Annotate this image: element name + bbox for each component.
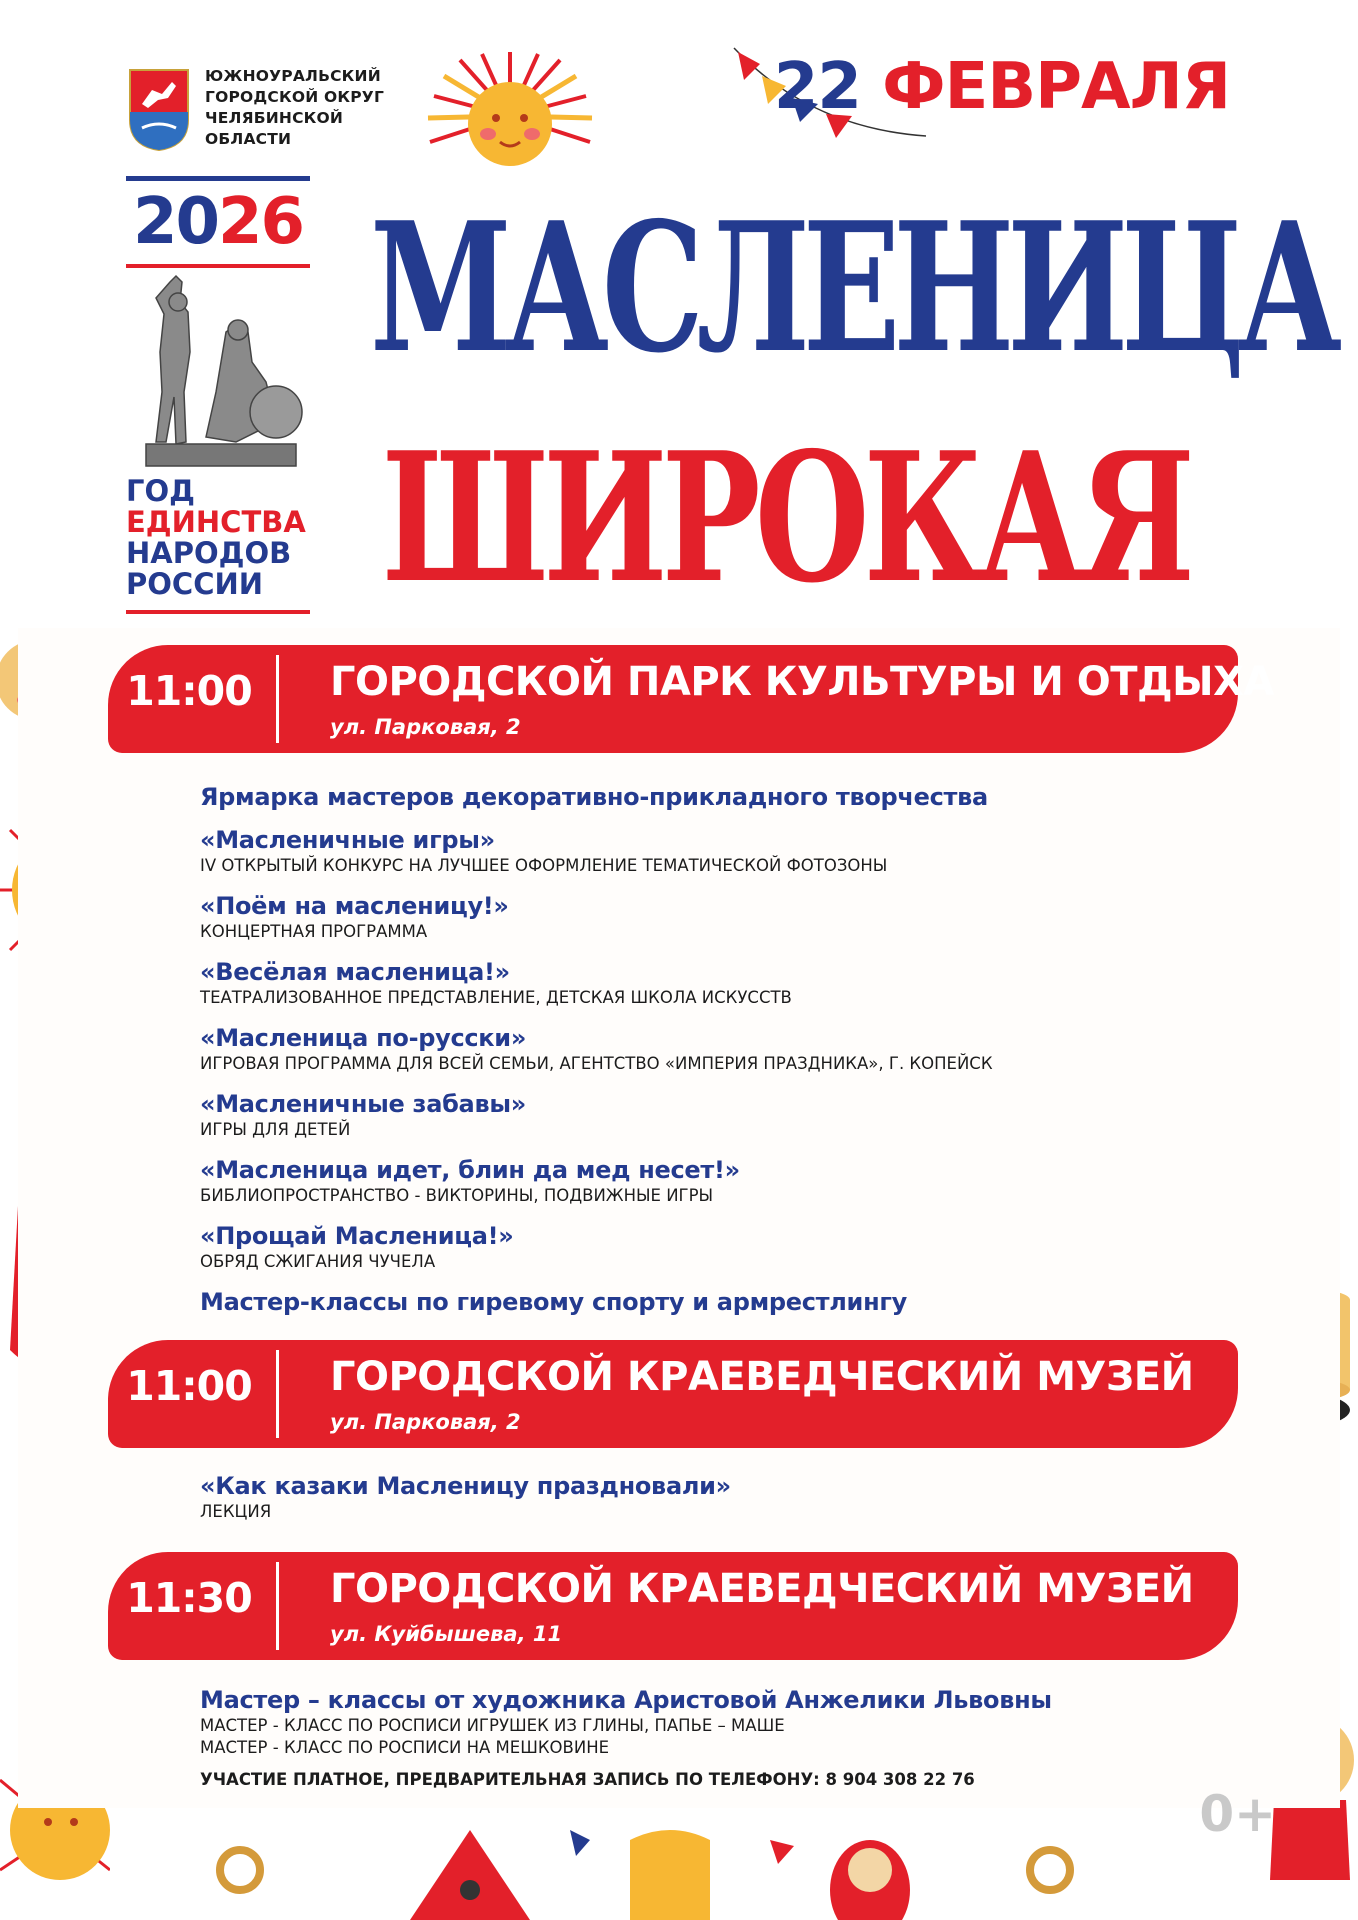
venue-banner <box>108 1552 1238 1660</box>
event-description: МАСТЕР - КЛАСС ПО РОСПИСИ НА МЕШКОВИНЕ <box>200 1738 610 1757</box>
region-line: ОБЛАСТИ <box>205 130 292 148</box>
event-date <box>774 50 1230 124</box>
unity-line: РОССИИ <box>126 567 264 601</box>
event-description: ИГРОВАЯ ПРОГРАММА ДЛЯ ВСЕЙ СЕМЬИ, АГЕНТСТВО «ИМПЕРИЯ ПРАЗДНИКА», Г. КОПЕЙСК <box>200 1054 993 1073</box>
venue-time: 11:00 <box>126 1362 252 1410</box>
banner-divider <box>276 1562 279 1650</box>
event-description: ТЕАТРАЛИЗОВАННОЕ ПРЕДСТАВЛЕНИЕ, ДЕТСКАЯ ШКОЛА ИСКУССТВ <box>200 988 792 1007</box>
unity-line: ГОД <box>126 474 195 508</box>
unity-line: ЕДИНСТВА <box>126 505 306 539</box>
region-name <box>205 66 384 150</box>
event-title: «Масленица по-русски» <box>200 1024 527 1052</box>
region-line: ЧЕЛЯБИНСКОЙ <box>205 109 344 127</box>
year-of-unity-emblem <box>126 176 310 616</box>
emblem-line-mid <box>126 264 310 268</box>
region-line: ГОРОДСКОЙ ОКРУГ <box>205 88 385 106</box>
emblem-year <box>126 185 310 259</box>
date-month: ФЕВРАЛЯ <box>882 50 1230 124</box>
event-description: МАСТЕР - КЛАСС ПО РОСПИСИ ИГРУШЕК ИЗ ГЛИНЫ, ПАПЬЕ – МАШЕ <box>200 1716 785 1735</box>
venue-lead: Мастер – классы от художника Аристовой Анжелики Львовны <box>200 1686 1052 1714</box>
venue-lead: Ярмарка мастеров декоративно-прикладного творчества <box>200 783 988 811</box>
event-description: ЛЕКЦИЯ <box>200 1502 272 1521</box>
venue-address: ул. Парковая, 2 <box>330 1410 521 1434</box>
event-description: IV ОТКРЫТЫЙ КОНКУРС НА ЛУЧШЕЕ ОФОРМЛЕНИЕ ТЕМАТИЧЕСКОЙ ФОТОЗОНЫ <box>200 856 888 875</box>
event-title: «Поём на масленицу!» <box>200 892 509 920</box>
banner-divider <box>276 655 279 743</box>
payment-note: УЧАСТИЕ ПЛАТНОЕ, ПРЕДВАРИТЕЛЬНАЯ ЗАПИСЬ ПО ТЕЛЕФОНУ: 8 904 308 22 76 <box>200 1770 975 1789</box>
sun-icon <box>420 46 600 176</box>
venue-title: ГОРОДСКОЙ КРАЕВЕДЧЕСКИЙ МУЗЕЙ <box>330 1354 1194 1400</box>
event-title: «Как казаки Масленицу праздновали» <box>200 1472 731 1500</box>
event-title: «Масленичные забавы» <box>200 1090 526 1118</box>
venue-tail: Мастер-классы по гиревому спорту и армрестлингу <box>200 1288 907 1316</box>
venue-address: ул. Куйбышева, 11 <box>330 1622 563 1646</box>
bottom-decoration-strip <box>110 1810 1190 1920</box>
event-title: «Масленичные игры» <box>200 826 495 854</box>
emblem-line-bottom <box>126 610 310 614</box>
venue-time: 11:00 <box>126 667 252 715</box>
region-line: ЮЖНОУРАЛЬСКИЙ <box>205 67 381 85</box>
venue-banner <box>108 645 1274 753</box>
venue-title: ГОРОДСКОЙ КРАЕВЕДЧЕСКИЙ МУЗЕЙ <box>330 1566 1194 1612</box>
event-description: ОБРЯД СЖИГАНИЯ ЧУЧЕЛА <box>200 1252 436 1271</box>
year-part: 20 <box>132 185 218 259</box>
venue-title: ГОРОДСКОЙ ПАРК КУЛЬТУРЫ И ОТДЫХА <box>330 659 1274 705</box>
venue-banner <box>108 1340 1238 1448</box>
event-description: КОНЦЕРТНАЯ ПРОГРАММА <box>200 922 428 941</box>
event-title: «Весёлая масленица!» <box>200 958 510 986</box>
year-part: 26 <box>218 185 304 259</box>
title-line-2: ШИРОКАЯ <box>382 413 1190 622</box>
unity-line: НАРОДОВ <box>126 536 292 570</box>
age-rating-badge: 0+ <box>1199 1785 1276 1843</box>
event-description: ИГРЫ ДЛЯ ДЕТЕЙ <box>200 1120 351 1139</box>
emblem-line-top <box>126 176 310 181</box>
unity-text <box>126 476 306 600</box>
title-line-1: МАСЛЕНИЦА <box>370 183 1335 392</box>
venue-time: 11:30 <box>126 1574 252 1622</box>
venue-address: ул. Парковая, 2 <box>330 715 521 739</box>
banner-divider <box>276 1350 279 1438</box>
event-title: «Масленица идет, блин да мед несет!» <box>200 1156 740 1184</box>
event-title: «Прощай Масленица!» <box>200 1222 514 1250</box>
date-day: 22 <box>773 50 861 124</box>
coat-of-arms-icon <box>128 68 190 152</box>
monument-icon <box>126 272 310 477</box>
event-description: БИБЛИОПРОСТРАНСТВО - ВИКТОРИНЫ, ПОДВИЖНЫЕ ИГРЫ <box>200 1186 714 1205</box>
